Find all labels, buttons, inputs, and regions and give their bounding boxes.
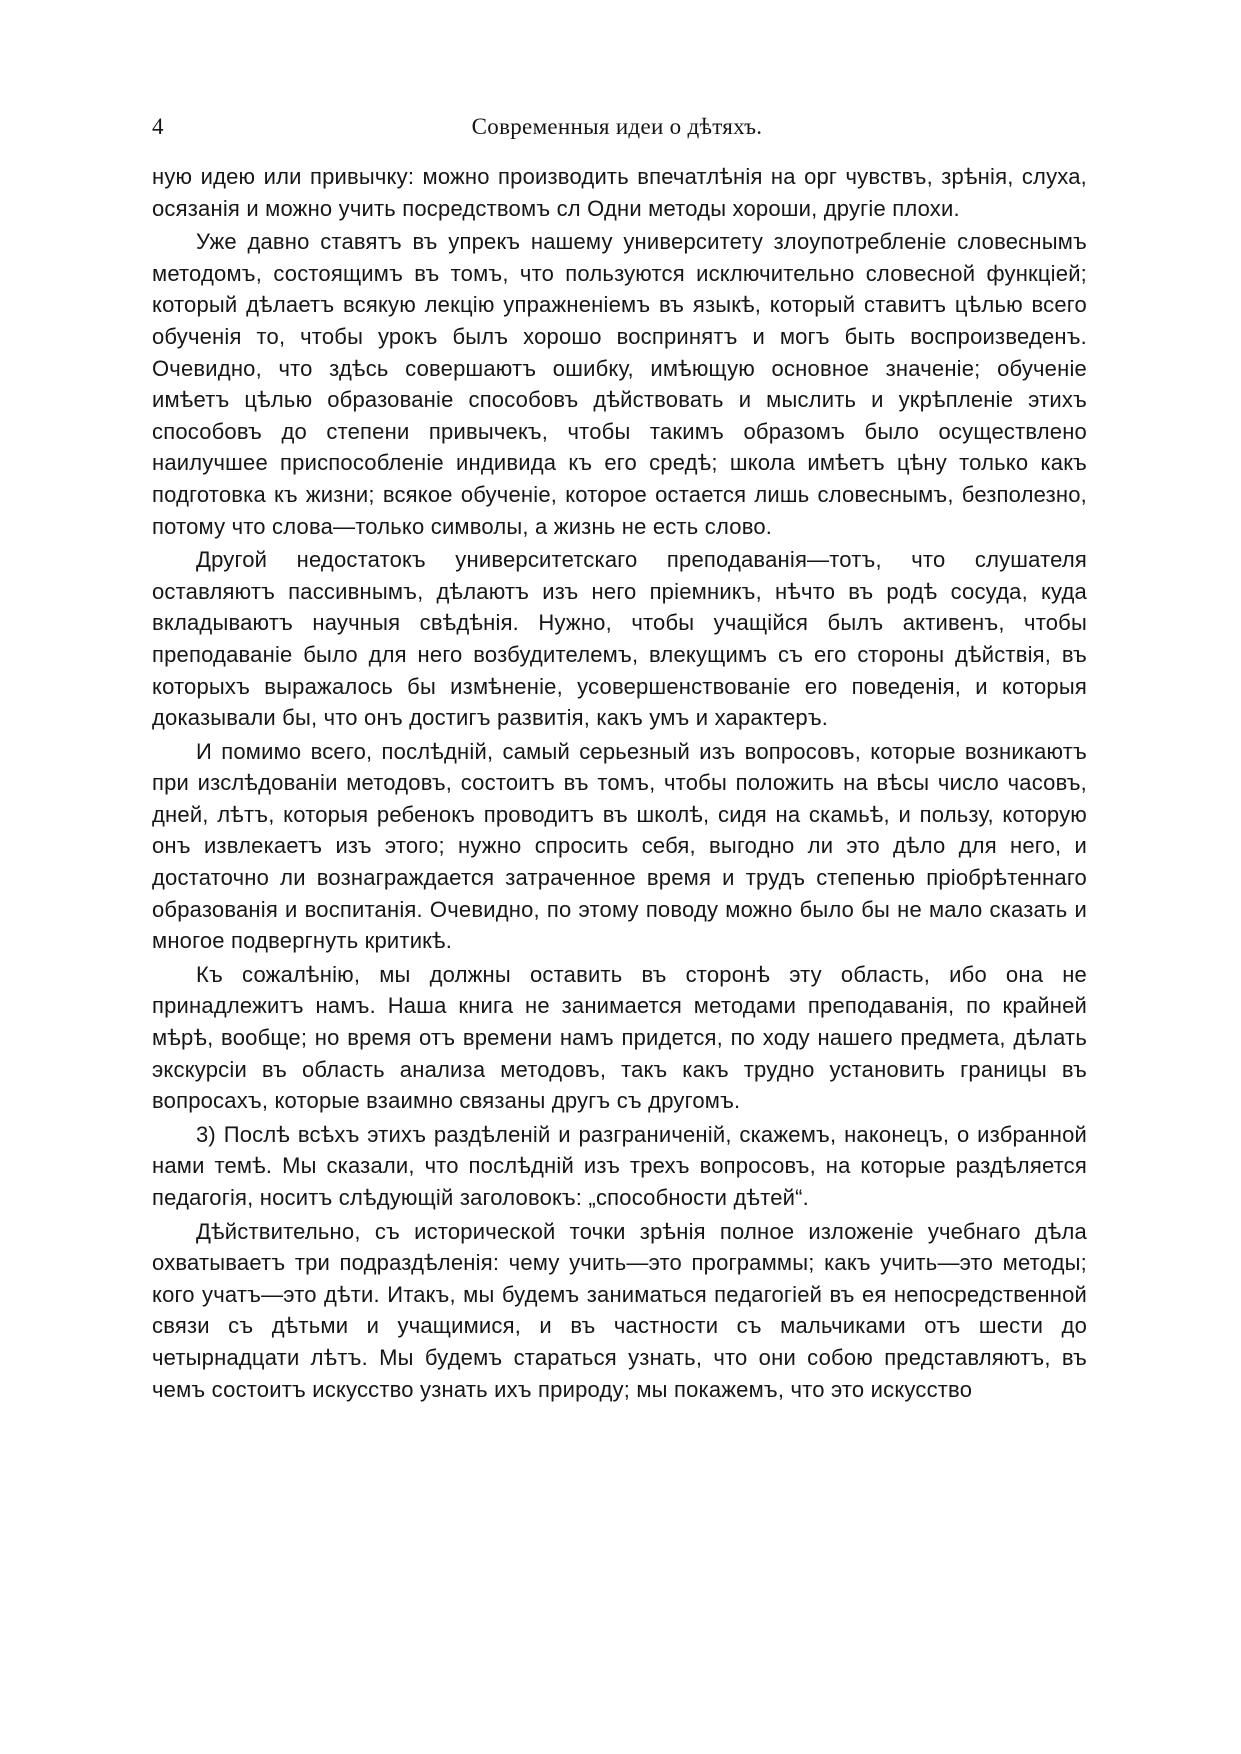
paragraph-2: Уже давно ставятъ въ упрекъ нашему университету злоупотребленіе словеснымъ методомъ, состоящимъ въ томъ, что пользуются исключительно словесной функціей; который дѣлаетъ всякую лекцію упражненіемъ въ языкѣ, который ставитъ цѣлью всего обученія то, чтобы урокъ былъ хорошо воспринятъ и могъ быть воспроизведенъ. Очевидно, что здѣсь совершаютъ ошибку, имѣющую основное значеніе; обученіе имѣетъ цѣлью образованіе способовъ дѣйствовать и мыслить и укрѣпленіе этихъ способовъ до степени привычекъ, чтобы такимъ образомъ было осуществлено наилучшее приспособленіе индивида къ его средѣ; школа имѣетъ цѣну только какъ подготовка къ жизни; всякое обученіе, которое остается лишь словеснымъ, безполезно, потому что слова—только символы, а жизнь не есть слово. [152, 229, 1087, 539]
paragraph-4: И помимо всего, послѣдній, самый серьезный изъ вопросовъ, которые возникаютъ при изслѣдованіи методовъ, состоитъ въ томъ, чтобы положить на вѣсы число часовъ, дней, лѣтъ, которыя ребенокъ проводитъ въ школѣ, сидя на скамьѣ, и пользу, которую онъ извлекаетъ изъ этого; нужно спросить себя, выгодно ли это дѣло для него, и достаточно ли вознаграждается затраченное время и трудъ степенью пріобрѣтеннаго образованія и воспитанія. Очевидно, по этому поводу можно было бы не мало сказать и многое подвергнуть критикѣ. [152, 738, 1087, 954]
paragraph-6: 3) Послѣ всѣхъ этихъ раздѣленій и разграниченій, скажемъ, наконецъ, о избранной нами темѣ. Мы сказали, что послѣдній изъ трехъ вопросовъ, на которые раздѣляется педагогія, носитъ слѣдующій заголовокъ: „способности дѣтей“. [152, 1121, 1087, 1210]
page-header [152, 112, 1082, 142]
paragraph-3: Другой недостатокъ университетскаго преподаванія—тотъ, что слушателя оставляютъ пассивнымъ, дѣлаютъ изъ него пріемникъ, нѣчто въ родѣ сосуда, куда вкладываютъ научныя свѣдѣнія. Нужно, чтобы учащійся былъ активенъ, чтобы преподаваніе было для него возбудителемъ, влекущимъ съ его стороны дѣйствія, въ которыхъ выражалось бы измѣненіе, усовершенствованіе его поведенія, и которыя доказывали бы, что онъ достигъ развитія, какъ умъ и характеръ. [152, 547, 1087, 731]
paragraph-1: ную идею или привычку: можно производить впечатлѣнія на орг чувствъ, зрѣнія, слуха, осязанія и можно учить посредствомъ сл Одни методы хороши, другіе плохи. [152, 164, 1087, 221]
page-number: 4 [152, 114, 164, 139]
paragraph-7: Дѣйствительно, съ исторической точки зрѣнія полное изложеніе учебнаго дѣла охватываетъ три подраздѣленія: чему учить—это программы; какъ учить—это методы; кого учатъ—это дѣти. Итакъ, мы будемъ заниматься педагогіей въ ея непосредственной связи съ дѣтьми и учащимися, и въ частности съ мальчиками отъ шести до четырнадцати лѣтъ. Мы будемъ стараться узнать, что они собою представляютъ, въ чемъ состоитъ искусство узнать ихъ природу; мы покажемъ, что это искусство [152, 1218, 1087, 1402]
paragraph-5: Къ сожалѣнію, мы должны оставить въ сторонѣ эту область, ибо она не принадлежитъ намъ. Наша книга не занимается методами преподаванія, по крайней мѣрѣ, вообще; но время отъ времени намъ придется, по ходу нашего предмета, дѣлать экскурсіи въ область анализа методовъ, такъ какъ трудно установить границы въ вопросахъ, которые взаимно связаны другъ съ другомъ. [152, 961, 1087, 1114]
running-title: Современныя идеи о дѣтяхъ. [471, 114, 763, 139]
body-text [152, 161, 1087, 1407]
